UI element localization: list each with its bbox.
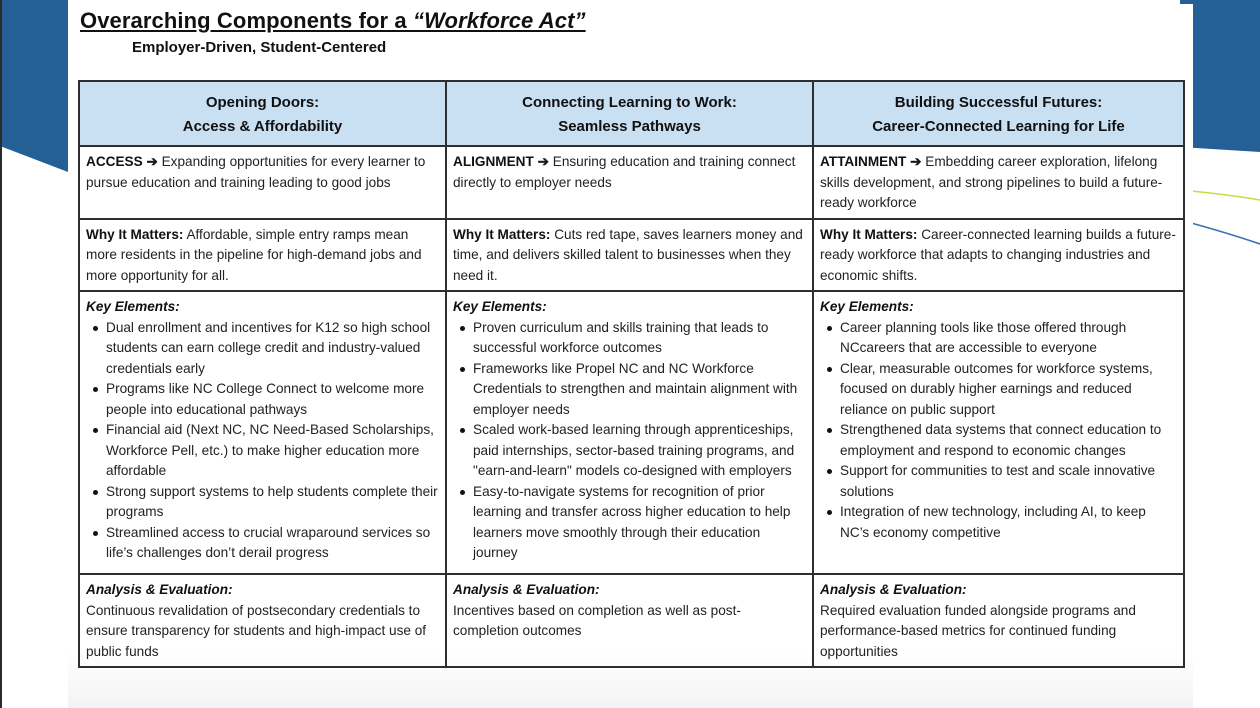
key-elements-title: Key Elements:: [453, 299, 547, 314]
evaluation-text: Continuous revalidation of postsecondary credentials to ensure transparency for students and high-impact use of public funds: [86, 602, 427, 659]
why-lead: Why It Matters:: [453, 226, 551, 242]
key-elements-title: Key Elements:: [820, 299, 914, 314]
list-item: Support for communities to test and scale innovative solutions: [840, 461, 1177, 502]
header-line-1: Opening Doors:: [205, 94, 320, 111]
arrow-right-icon: ➔: [146, 154, 158, 169]
list-item: Dual enrollment and incentives for K12 so high school students can earn college credit and industry-valued credentials early: [106, 318, 439, 380]
column-header-access: [79, 81, 446, 146]
arrow-right-icon: ➔: [910, 154, 922, 169]
list-item: Strong support systems to help students complete their programs: [106, 482, 439, 523]
list-item: Scaled work-based learning through apprenticeships, paid internships, sector-based training programs, and "earn-and-learn" models co-designed with employers: [473, 420, 806, 482]
key-elements-title: Key Elements:: [86, 299, 180, 314]
header-row: [79, 81, 1184, 146]
column-header-attainment: [813, 81, 1184, 146]
header-line-2: Seamless Pathways: [558, 118, 701, 135]
key-elements-row: [79, 291, 1184, 574]
why-lead: Why It Matters:: [86, 226, 184, 242]
header-line-2: Access & Affordability: [182, 118, 343, 135]
evaluation-title: Analysis & Evaluation:: [453, 582, 600, 597]
definition-text: Embedding career exploration, lifelong skills development, and strong pipelines to build a future-ready workforce: [820, 154, 1163, 210]
header-line-1: Building Successful Futures:: [894, 94, 1103, 111]
key-elements-list: [86, 318, 439, 564]
key-elements-list: [820, 318, 1177, 544]
definition-lead: ALIGNMENT: [453, 154, 534, 169]
list-item: Programs like NC College Connect to welcome more people into educational pathways: [106, 379, 439, 420]
left-edge-line: [0, 0, 2, 708]
list-item: Strengthened data systems that connect education to employment and respond to economic changes: [840, 420, 1177, 461]
evaluation-cell: [813, 574, 1184, 667]
key-elements-cell: [446, 291, 813, 574]
list-item: Easy-to-navigate systems for recognition of prior learning and transfer across higher education to help learners move smoothly through their education journey: [473, 482, 806, 564]
why-text: Cuts red tape, saves learners money and time, and delivers skilled talent to businesses when they need it.: [453, 226, 803, 283]
list-item: Clear, measurable outcomes for workforce systems, focused on durably higher earnings and reduced reliance on public support: [840, 359, 1177, 421]
definition-row: [79, 146, 1184, 219]
evaluation-text: Required evaluation funded alongside programs and performance-based metrics for continued funding opportunities: [820, 602, 1136, 659]
title-emphasis: “Workforce Act”: [412, 8, 586, 33]
evaluation-cell: [446, 574, 813, 667]
column-header-alignment: [446, 81, 813, 146]
evaluation-text: Incentives based on completion as well as post-completion outcomes: [453, 602, 741, 638]
why-cell: [813, 219, 1184, 292]
definition-cell: [813, 146, 1184, 219]
list-item: Streamlined access to crucial wraparound services so life’s challenges don’t derail progress: [106, 523, 439, 564]
list-item: Career planning tools like those offered through NCcareers that are accessible to everyone: [840, 318, 1177, 359]
document-title: [80, 8, 586, 34]
evaluation-title: Analysis & Evaluation:: [86, 582, 233, 597]
key-elements-cell: [79, 291, 446, 574]
list-item: Frameworks like Propel NC and NC Workforce Credentials to strengthen and maintain alignment with employer needs: [473, 359, 806, 421]
why-text: Affordable, simple entry ramps mean more residents in the pipeline for high-demand jobs and more opportunity for all.: [86, 226, 422, 283]
analysis-evaluation-row: [79, 574, 1184, 667]
key-elements-cell: [813, 291, 1184, 574]
definition-text: Expanding opportunities for every learner to pursue education and training leading to good jobs: [86, 154, 426, 190]
list-item: Proven curriculum and skills training that leads to successful workforce outcomes: [473, 318, 806, 359]
document-subtitle: Employer-Driven, Student-Centered: [132, 39, 387, 56]
header-line-2: Career-Connected Learning for Life: [872, 118, 1125, 135]
definition-lead: ATTAINMENT: [820, 154, 907, 169]
evaluation-cell: [79, 574, 446, 667]
why-cell: [79, 219, 446, 292]
arrow-right-icon: ➔: [537, 154, 549, 169]
list-item: Financial aid (Next NC, NC Need-Based Scholarships, Workforce Pell, etc.) to make higher education more affordable: [106, 420, 439, 482]
list-item: Integration of new technology, including AI, to keep NC’s economy competitive: [840, 502, 1177, 543]
components-table: [78, 80, 1185, 668]
definition-cell: [79, 146, 446, 219]
why-it-matters-row: [79, 219, 1184, 292]
header-line-1: Connecting Learning to Work:: [522, 94, 737, 111]
definition-cell: [446, 146, 813, 219]
title-prefix: Overarching Components for a: [80, 8, 413, 33]
definition-lead: ACCESS: [86, 154, 143, 169]
why-cell: [446, 219, 813, 292]
why-text: Career-connected learning builds a future-ready workforce that adapts to changing industries and economic shifts.: [820, 226, 1176, 283]
why-lead: Why It Matters:: [820, 226, 918, 242]
document-card: [68, 4, 1193, 708]
definition-text: Ensuring education and training connect directly to employer needs: [453, 154, 796, 190]
key-elements-list: [453, 318, 806, 564]
evaluation-title: Analysis & Evaluation:: [820, 582, 967, 597]
